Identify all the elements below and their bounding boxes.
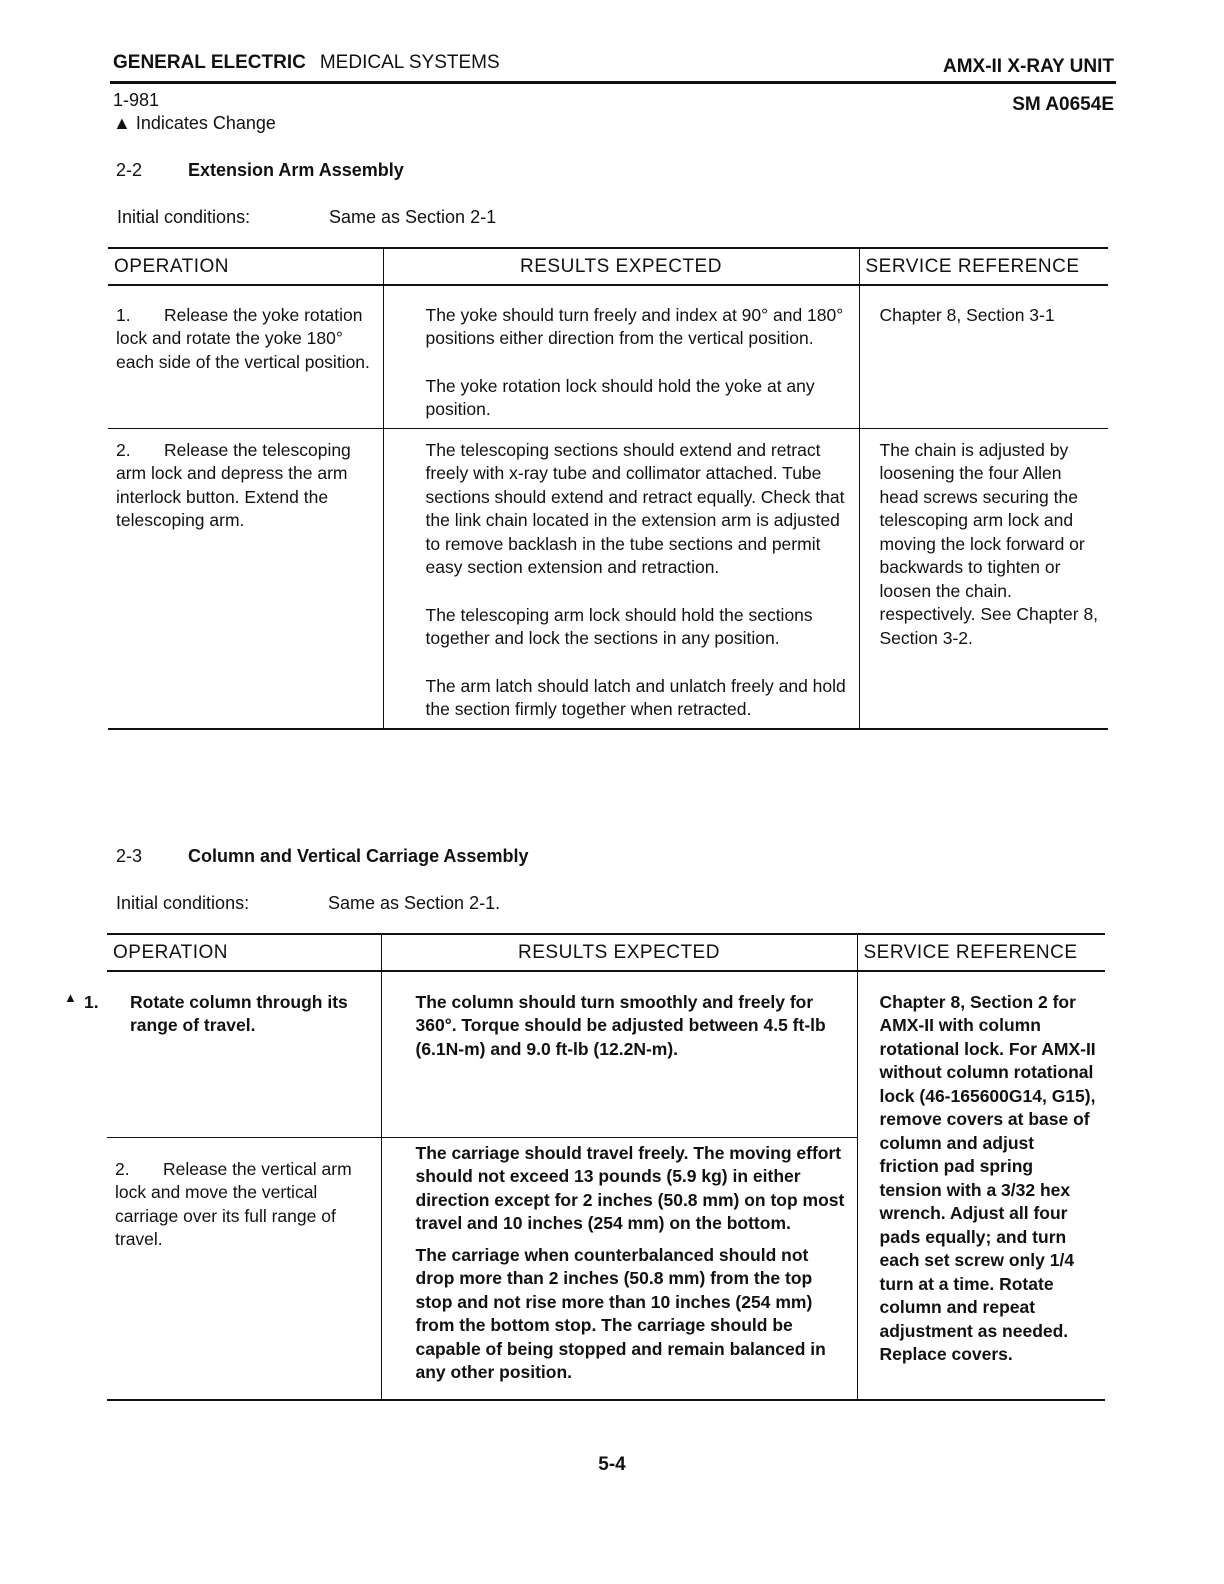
table-row: [108, 285, 1108, 429]
section-title: [116, 160, 404, 181]
table-header-row: [107, 934, 1105, 971]
operation-cell: [84, 971, 381, 1138]
result-paragraph: The telescoping sections should extend and retract freely with x-ray tube and collimator attached. Tube sections should extend and retract equally. Check that the link chain located in the extension arm is adjusted to remove backlash in the tube sections and permit easy section extension and retraction.: [425, 439, 845, 577]
table-row: [108, 428, 1108, 729]
results-cell: [383, 285, 859, 429]
operation-text: Release the vertical arm lock and move the vertical carriage over its full range of travel.: [115, 1158, 352, 1249]
initial-conditions-value: Same as Section 2-1: [329, 207, 497, 227]
section-name: Column and Vertical Carriage Assembly: [188, 846, 529, 866]
result-paragraph: The yoke should turn freely and index at 90° and 180° positions either direction from the vertical position.: [425, 304, 844, 348]
initial-conditions-label: Initial conditions:: [116, 893, 250, 913]
reference-cell: The chain is adjusted by loosening the four Allen head screws securing the telescoping arm lock and moving the lock forward or backwards to tighten or loosen the chain. respectively. See Chapter 8, Section 3-2.: [859, 428, 1108, 729]
change-marker: ▲: [64, 990, 77, 1005]
header-rule: [110, 81, 1116, 84]
section-number: 2-2: [116, 160, 143, 180]
division-name: MEDICAL SYSTEMS: [319, 52, 500, 73]
test-table-column-carriage: [84, 933, 1105, 1401]
col-header-results: RESULTS EXPECTED: [381, 934, 857, 971]
step-number: 1.: [116, 304, 131, 325]
results-cell: [381, 1137, 857, 1400]
company-name: GENERAL ELECTRIC: [113, 52, 306, 73]
revision-date: 1-981: [113, 90, 160, 110]
col-header-operation: OPERATION: [108, 248, 383, 285]
result-paragraph: The telescoping arm lock should hold the sections together and lock the sections in any position.: [425, 604, 813, 648]
product-name: AMX-II X-RAY UNIT: [942, 56, 1114, 77]
initial-conditions: [116, 893, 500, 914]
section-title: [116, 846, 528, 867]
step-number: 2.: [115, 1158, 130, 1179]
result-paragraph: The column should turn smoothly and freely for 360°. Torque should be adjusted between 4.5 ft-lb (6.1N-m) and 9.0 ft-lb (12.2N-m).: [415, 991, 826, 1059]
step-number: 2.: [116, 439, 131, 460]
operation-text: Release the yoke rotation lock and rotate the yoke 180° each side of the vertical position.: [116, 304, 370, 372]
results-cell: [381, 971, 857, 1138]
col-header-results: RESULTS EXPECTED: [383, 248, 859, 285]
result-paragraph: The carriage should travel freely. The moving effort should not exceed 13 pounds (5.9 kg) in either direction except for 2 inches (50.8 mm) on top most travel and 10 inches (254 mm) on the bottom.: [415, 1142, 845, 1233]
result-paragraph: The yoke rotation lock should hold the yoke at any position.: [425, 375, 815, 419]
manual-id: SM A0654E: [1012, 94, 1114, 115]
operation-text: Rotate column through its range of travel.: [130, 991, 348, 1035]
operation-cell: [108, 285, 383, 429]
step-number: 1.: [84, 991, 99, 1012]
initial-conditions-value: Same as Section 2-1.: [328, 893, 501, 913]
change-note: ▲ Indicates Change: [113, 113, 276, 133]
section-name: Extension Arm Assembly: [188, 160, 404, 180]
page-number: 5-4: [598, 1454, 626, 1475]
col-header-operation: OPERATION: [107, 934, 381, 971]
initial-conditions: [117, 207, 496, 228]
result-paragraph: The arm latch should latch and unlatch freely and hold the section firmly together when retracted.: [425, 675, 846, 719]
table-header-row: [108, 248, 1108, 285]
operation-cell: [108, 428, 383, 729]
operation-text: Release the telescoping arm lock and depress the arm interlock button. Extend the telescoping arm.: [116, 439, 351, 530]
initial-conditions-label: Initial conditions:: [117, 207, 251, 227]
result-paragraph: The carriage when counterbalanced should not drop more than 2 inches (50.8 mm) from the top stop and not rise more than 10 inches (254 mm) from the bottom stop. The carriage should be capable of being stopped and remain balanced in any other position.: [415, 1244, 826, 1382]
header-company-line: [113, 52, 500, 74]
test-table-extension-arm: [108, 247, 1108, 730]
col-header-reference: SERVICE REFERENCE: [859, 248, 1108, 285]
reference-cell: Chapter 8, Section 3-1: [859, 285, 1108, 429]
reference-cell: Chapter 8, Section 2 for AMX-II with column rotational lock. For AMX-II without column rotational lock (46-165600G14, G15), remove covers at base of column and adjust friction pad spring tension with a 3/32 hex wrench. Adjust all four pads equally; and turn each set screw only 1/4 turn at a time. Rotate column and repeat adjustment as needed. Replace covers.: [857, 971, 1105, 1400]
results-cell: [383, 428, 859, 729]
table-row: [107, 971, 1105, 1138]
col-header-reference: SERVICE REFERENCE: [857, 934, 1105, 971]
operation-cell: [107, 1137, 381, 1400]
section-number: 2-3: [116, 846, 143, 866]
